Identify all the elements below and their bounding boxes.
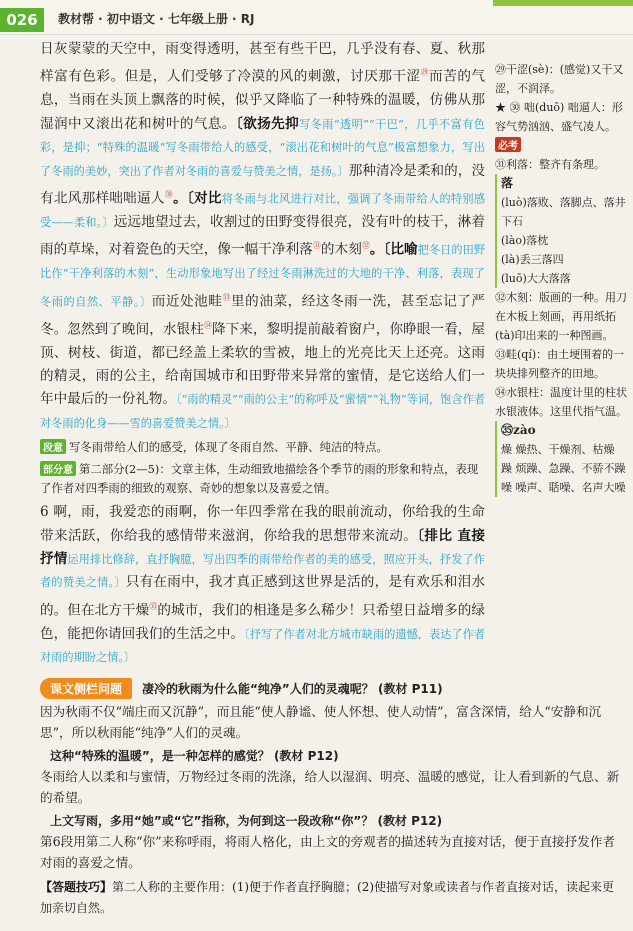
paragraph-1: 日灰蒙蒙的天空中，雨变得透明，甚至有些干巴，几乎没有春、夏、秋那样富有色彩。但是，人们受够了冷漠的风的刺激，讨厌那干涩$^㉙$而苦的气息，当雨在头顶上飘落的时候，似乎又降临了一种特殊的温暖，仿佛从那湿润中又滚出花和树叶的气息。〔欲扬先抑写冬雨“透明”“干巴”，几乎不富有色彩，是抑；“特殊的温暖”写冬雨带给人的感受，“滚出花和树叶的气息”极富想象力，写出了冬雨的美妙，突出了作者对冬雨的喜爱与赞美之情，是扬。〕那种清冷是柔和的，没有北风那样咄咄逼人$^㉚$。〔对比将冬雨与北风进行对比，强调了冬雨带给人的特别感受——柔和。〕远远地望过去，收割过的田野变得很亮，没有叶的枝干，淋着雨的草垛，对着瓷色的天空，像一幅干净利落$^㉛$的木刻$^㉜$。〔比喻把冬日的田野比作“干净利落的木刻”，生动形象地写出了经过冬雨淋洗过的大地的干净、利落，表现了冬雨的自然、平静。〕而近处池畦$^㉝$里的油菜，经这冬雨一洗，甚至忘记了严冬。忽然到了晚间，水银柱$^㉞$降下来，黎明提前敲着窗户，你睁眼一看，屋顶、树枝、街道，都已经盖上柔软的雪被，地上的光亮比天上还亮。这雨的精灵，雨的公主，给南国城市和田野带来异常的蜜情，是它送给人们一年中最后的一份礼物。〔“雨的精灵”“雨的公主”的称呼及“蜜情”“礼物”等词，饱含作者对冬雨的化身——雪的喜爱赞美之情。〕	[40, 41, 486, 430]
page-number: 026	[0, 8, 44, 32]
answer-tips: 【答题技巧】第二人称的主要作用：(1)便于作者直抒胸臆；(2)使描写对象或读者与作者直接对话，读起来更加亲切自然。	[40, 880, 615, 915]
paragraph-summary: 段意 写冬雨带给人们的感受，体现了冬雨自然、平静、纯洁的特点。	[40, 438, 485, 457]
must-test-badge: 必考	[495, 137, 521, 152]
header-accent-bar	[493, 0, 633, 6]
question-2: 这种“特殊的温暖”，是一种怎样的感觉？ (教材 P12)	[50, 749, 339, 763]
answer-3: 第6段用第二人称“你”来称呼雨，将雨人格化，由上文的旁观者的描述转为直接对话，便于直接抒发作者对雨的喜爱之情。	[40, 834, 616, 870]
main-text	[40, 38, 485, 670]
note-30: ★ ㉚ 咄(duō) 咄逼人：形容气势汹汹、盛气凌人。 必考	[495, 101, 623, 152]
question-1: 凄冷的秋雨为什么能“纯净”人们的灵魂呢？ (教材 P11)	[142, 681, 443, 696]
sidebar-notes	[495, 60, 627, 497]
section-summary: 部分意 第二部分(2—5)：文章主体，生动细致地描绘各个季节的雨的形象和特点，表现了作者对四季雨的细致的观察、奇妙的想象以及喜爱之情。	[40, 462, 479, 496]
page-header	[0, 0, 633, 35]
answer-2: 冬雨给人以柔和与蜜情，万物经过冬雨的洗涤，给人以湿润、明亮、温暖的感觉，让人看到新的气息、新的希望。	[40, 769, 620, 805]
note-32: ㉜木刻：版画的一种。用刀在木板上刻画，再用纸拓(tà)印出来的一种图画。	[495, 291, 627, 342]
sidebar-questions-panel	[40, 677, 625, 931]
note-33: ㉝畦(qí)：由土埂围着的一块块排列整齐的田地。	[495, 348, 625, 380]
question-3: 上文写雨，多用“她”或“它”指称，为何到这一段改称“你”？ (教材 P12)	[50, 814, 443, 828]
answer-1: 因为秋雨不仅“端庄而又沉静”，而且能“使人静谧、使人怀想、使人动情”，富含深情，给人“安静和沉思”，所以秋雨能“纯净”人们的灵魂。	[40, 704, 602, 740]
section-badge: 部分意	[40, 461, 76, 476]
summary-badge: 段意	[40, 439, 66, 454]
panel-header	[40, 677, 625, 699]
annotation-tag: 〔欲扬先抑	[235, 115, 300, 132]
luo-pronunciations: 落 (luò)落败、落脚点、落井下石 (lào)落枕 (là)丢三落四 (luō)大大落落	[495, 174, 627, 288]
zao-characters: ㉟zào 燥 燥热、干燥剂、枯燥 躁 烦躁、急躁、不骄不躁 噪 噪声、聒噪、名声大噪	[495, 421, 627, 497]
footnote-ref: ㉙	[420, 68, 430, 78]
note-31: ㉛利落：整齐有条理。	[495, 158, 605, 171]
panel-label: 课文侧栏问题	[40, 678, 132, 699]
book-title: 教材帮 · 初中语文 · 七年级上册 · RJ	[58, 12, 255, 26]
note-29: ㉙干涩(sè)：(感觉)又干又涩，不润泽。	[495, 63, 624, 95]
note-34: ㉞水银柱：温度计里的柱状水银液体。这里代指气温。	[495, 386, 627, 418]
annotation: 写冬雨“透明”“干巴”，几乎不富有色彩，是抑；“特殊的温暖”写冬雨带给人的感受，“滚出花和树叶的气息”极富想象力，写出了冬雨的美妙，突出了作者对冬雨的喜爱与赞美之情，是扬。〕	[40, 117, 485, 178]
paragraph-6: 6 啊，雨，我爱恋的雨啊，你一年四季常在我的眼前流动，你给我的生命带来活跃，你给我的感情带来滋润，你给我的思想带来流动。〔排比 直接抒情运用排比修辞，直抒胸臆，写出四季的雨带给作者的美的感受，照应开头，抒发了作者的赞美之情。〕只有在雨中，我才真正感到这世界是活的，是有欢乐和泪水的。但在北方干燥$^㉟$的城市，我们的相逢是多么稀少！只希望日益增多的绿色，能把你请回我们的生活之中。〔抒写了作者对北方城市缺雨的遗憾，表达了作者对雨的期盼之情。〕	[40, 504, 486, 665]
